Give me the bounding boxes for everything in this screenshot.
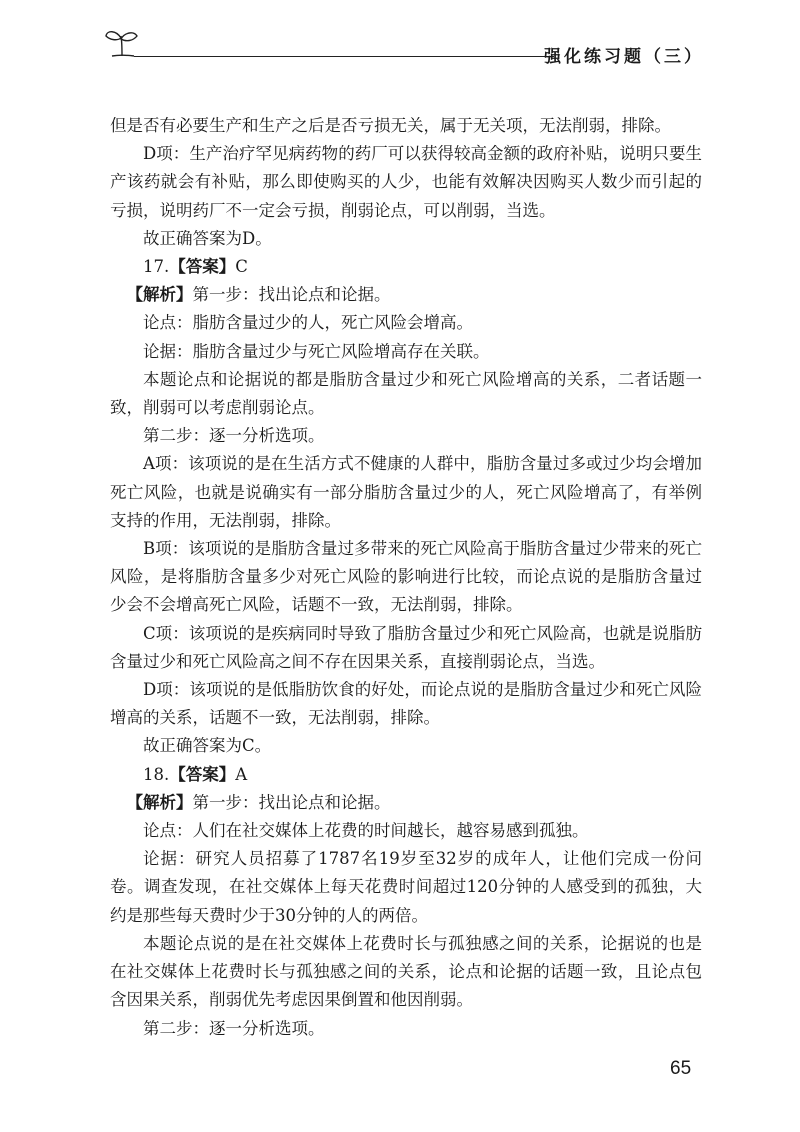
q18-answer-line xyxy=(110,761,702,789)
paragraph: 本题论点说的是在社交媒体上花费时长与孤独感之间的关系，论据说的也是在社交媒体上花费时长与孤独感之间的关系，论点和论据的话题一致，且论点包含因果关系，削弱优先考虑因果倒置和他因削弱。 xyxy=(110,933,702,1010)
paragraph: 论据：脂肪含量过少与死亡风险增高存在关联。 xyxy=(143,341,490,361)
paragraph: D项：该项说的是低脂肪饮食的好处，而论点说的是脂肪含量过少和死亡风险增高的关系，话题不一致，无法削弱，排除。 xyxy=(110,680,702,728)
q17-step1: 第一步：找出论点和论据。 xyxy=(192,285,391,305)
q17-number: 17. xyxy=(143,257,170,277)
q18-analysis-label: 【解析】 xyxy=(126,792,193,812)
q18-number: 18. xyxy=(143,764,170,784)
q18-step1: 第一步：找出论点和论据。 xyxy=(192,792,391,812)
paragraph: 第二步：逐一分析选项。 xyxy=(143,426,325,446)
paragraph: 第二步：逐一分析选项。 xyxy=(143,1018,325,1038)
q17-analysis-line xyxy=(110,281,702,309)
paragraph: D项：生产治疗罕见病药物的药厂可以获得较高金额的政府补贴，说明只要生产该药就会有补贴，那么即使购买的人少，也能有效解决因购买人数少而引起的亏损，说明药厂不一定会亏损，削弱论点，可以削弱，当选。 xyxy=(110,144,702,220)
paragraph: 故正确答案为D。 xyxy=(143,228,272,248)
sprout-icon xyxy=(104,26,140,58)
page-number: 65 xyxy=(670,1058,692,1079)
paragraph: B项：该项说的是脂肪含量过多带来的死亡风险高于脂肪含量过少带来的死亡风险，是将脂肪含量多少对死亡风险的影响进行比较，而论点说的是脂肪含量过少会不会增高死亡风险，话题不一致，无法削弱，排除。 xyxy=(110,539,702,615)
paragraph: 故正确答案为C。 xyxy=(143,736,272,756)
paragraph: 论点：人们在社交媒体上花费的时间越长，越容易感到孤独。 xyxy=(143,821,589,841)
running-header xyxy=(104,22,704,67)
section-title: 强化练习题（三） xyxy=(544,47,704,67)
paragraph: A项：该项说的是在生活方式不健康的人群中，脂肪含量过多或过少均会增加死亡风险，也就是说确实有一部分脂肪含量过少的人，死亡风险增高了，有举例支持的作用，无法削弱，排除。 xyxy=(110,454,702,530)
q17-answer-label: 【答案】 xyxy=(169,257,236,277)
paragraph: 论据：研究人员招募了1787名19岁至32岁的成年人，让他们完成一份问卷。调查发现，在社交媒体上每天花费时间超过120分钟的人感受到的孤独，大约是那些每天费时少于30分钟的人的两倍。 xyxy=(110,849,702,925)
q18-answer: A xyxy=(235,764,248,784)
q18-analysis-line xyxy=(110,789,702,817)
paragraph: 本题论点和论据说的都是脂肪含量过少和死亡风险增高的关系，二者话题一致，削弱可以考虑削弱论点。 xyxy=(110,369,702,418)
page-content xyxy=(110,112,702,1043)
q17-answer: C xyxy=(235,257,248,277)
paragraph: 但是否有必要生产和生产之后是否亏损无关，属于无关项，无法削弱，排除。 xyxy=(110,116,671,135)
q17-answer-line xyxy=(110,253,702,281)
header-rule xyxy=(134,56,554,57)
paragraph: C项：该项说的是疾病同时导致了脂肪含量过少和死亡风险高，也就是说脂肪含量过少和死亡风险高之间不存在因果关系，直接削弱论点，当选。 xyxy=(110,623,702,671)
paragraph: 论点：脂肪含量过少的人，死亡风险会增高。 xyxy=(143,313,473,333)
q17-analysis-label: 【解析】 xyxy=(126,285,193,305)
q18-answer-label: 【答案】 xyxy=(169,764,236,784)
